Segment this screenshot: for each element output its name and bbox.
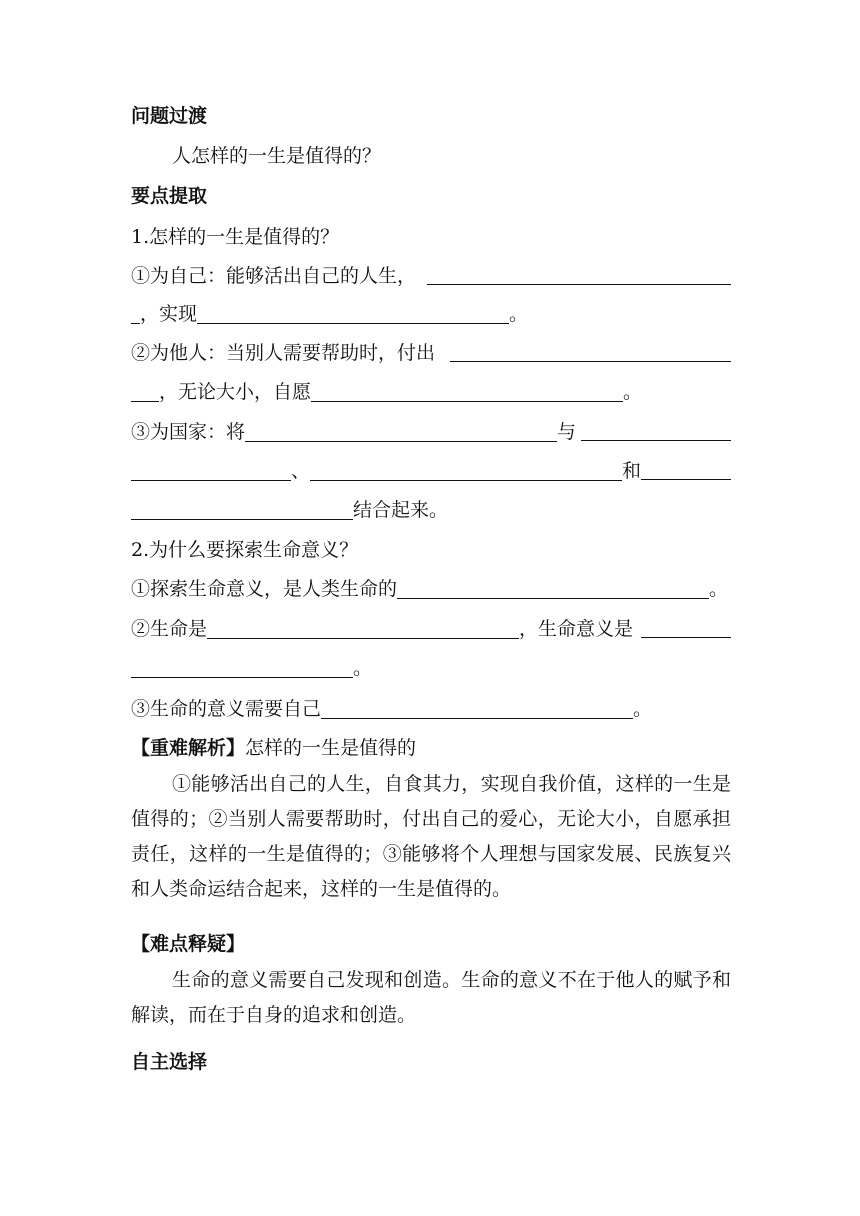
- q1-c-sep: 、: [291, 460, 311, 482]
- q1-c-mid: 与: [557, 421, 577, 443]
- key-label: 【重难解析】: [131, 737, 246, 759]
- q2-a-end: 。: [709, 578, 729, 600]
- answer-blank[interactable]: [427, 264, 731, 285]
- q1-b-line1: [131, 341, 731, 365]
- answer-blank[interactable]: [641, 459, 731, 480]
- q2-b-line1: [131, 617, 731, 641]
- q1-b-prefix: ②为他人：当别人需要帮助时，付出: [131, 342, 436, 364]
- q1-a-line1: [131, 264, 731, 288]
- doubt-heading: 【难点释疑】: [131, 933, 246, 955]
- key-title: 怎样的一生是值得的: [245, 737, 417, 759]
- q1-b-line2: [131, 380, 731, 404]
- answer-blank[interactable]: [207, 618, 519, 639]
- answer-blank[interactable]: [321, 698, 633, 719]
- q1-b-cont: ，无论大小，自愿: [159, 381, 312, 403]
- q2-title: 2.为什么要探索生命意义？: [131, 539, 359, 561]
- answer-blank[interactable]: [131, 381, 159, 402]
- key-analysis-body: ①能够活出自己的人生，自食其力，实现自我价值，这样的一生是值得的；②当别人需要帮助时，付出自己的爱心，无论大小，自愿承担责任，这样的一生是值得的；③能够将个人理想与国家发展、民族复兴和人类命运结合起来，这样的一生是值得的。: [131, 773, 731, 900]
- q2-c-end: 。: [633, 698, 653, 720]
- q1-b-end: 。: [623, 381, 643, 403]
- answer-blank[interactable]: [245, 421, 557, 442]
- q2-b-prefix: ②生命是: [131, 618, 208, 640]
- q1-c-line1: [131, 420, 731, 444]
- q2-b-line2: [131, 656, 731, 680]
- doubt-body: 生命的意义需要自己发现和创造。生命的意义不在于他人的赋予和解读，而在于自身的追求和创造。: [131, 969, 731, 1026]
- q2-b-mid: ，生命意义是: [519, 618, 634, 640]
- q1-c-prefix: ③为国家：将: [131, 421, 246, 443]
- q2-c-prefix: ③生命的意义需要自己: [131, 698, 322, 720]
- self-select-heading: 自主选择: [131, 1051, 208, 1073]
- answer-blank[interactable]: [131, 460, 291, 481]
- transition-question: 人怎样的一生是值得的？: [172, 145, 382, 167]
- answer-blank[interactable]: [197, 303, 509, 324]
- answer-blank[interactable]: [131, 499, 353, 520]
- answer-blank[interactable]: [310, 460, 622, 481]
- transition-heading: 问题过渡: [131, 105, 208, 127]
- points-heading: 要点提取: [131, 185, 208, 207]
- q2-a-line: [131, 577, 731, 601]
- answer-blank[interactable]: [450, 341, 731, 362]
- q1-c-line2: [131, 459, 731, 483]
- q1-c-and: 和: [622, 460, 642, 482]
- q1-a-cont: ，实现: [140, 303, 198, 325]
- q1-a-prefix: ①为自己：能够活出自己的人生，: [131, 265, 417, 287]
- q1-a-line2: [131, 302, 731, 326]
- answer-blank[interactable]: [131, 303, 140, 324]
- key-analysis-heading: [131, 736, 731, 760]
- answer-blank[interactable]: [397, 578, 709, 599]
- q1-c-line3: [131, 498, 731, 522]
- q2-c-line: [131, 697, 731, 721]
- q1-c-end: 结合起来。: [353, 499, 449, 521]
- answer-blank[interactable]: [581, 420, 731, 441]
- answer-blank[interactable]: [641, 617, 731, 638]
- q1-a-end: 。: [509, 303, 529, 325]
- answer-blank[interactable]: [131, 657, 353, 678]
- q2-b-end: 。: [353, 657, 373, 679]
- q1-title: 1.怎样的一生是值得的？: [131, 226, 340, 248]
- q2-a-prefix: ①探索生命意义，是人类生命的: [131, 578, 398, 600]
- answer-blank[interactable]: [311, 381, 623, 402]
